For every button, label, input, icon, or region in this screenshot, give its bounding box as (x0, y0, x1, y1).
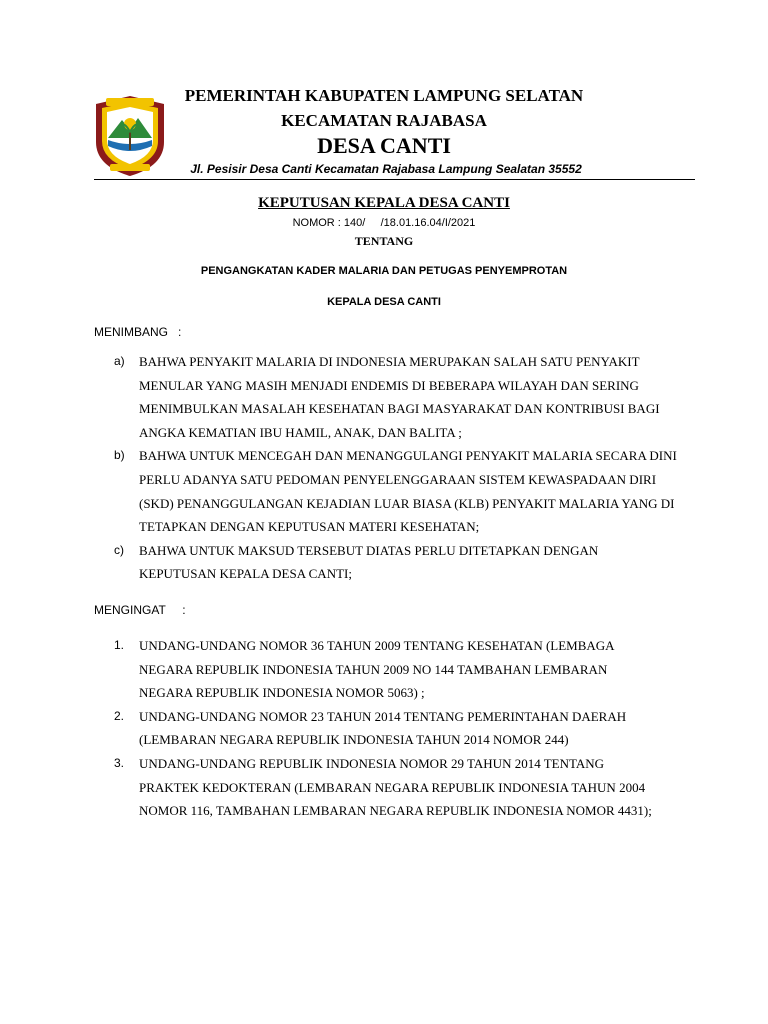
letterhead-divider (94, 179, 695, 180)
item-line: BAHWA PENYAKIT MALARIA DI INDONESIA MERUPAKAN SALAH SATU PENYAKIT (139, 354, 640, 369)
item-line: PRAKTEK KEDOKTERAN (LEMBARAN NEGARA REPUBLIK INDONESIA TAHUN 2004 (139, 779, 646, 795)
item-line: KEPUTUSAN KEPALA DESA CANTI; (139, 566, 352, 582)
list-item (94, 350, 694, 444)
item-line: ANGKA KEMATIAN IBU HAMIL, ANAK, DAN BALITA ; (139, 424, 462, 440)
item-marker: c) (114, 542, 124, 557)
menimbang-label: MENIMBANG : (94, 325, 182, 339)
decree-issuer: KEPALA DESA CANTI (327, 296, 441, 308)
item-line: MENIMBULKAN MASALAH KESEHATAN BAGI MASYARAKAT DAN KONTRIBUSI BAGI (139, 401, 660, 417)
mengingat-list (94, 634, 694, 823)
decree-about-label: TENTANG (354, 234, 414, 248)
item-line: NEGARA REPUBLIK INDONESIA NOMOR 5063) ; (139, 685, 425, 701)
list-item (94, 539, 694, 586)
list-item (94, 444, 694, 538)
district-heading: KECAMATAN RAJABASA (281, 111, 487, 130)
item-line: NEGARA REPUBLIK INDONESIA TAHUN 2009 NO 144 TAMBAHAN LEMBARAN (139, 661, 608, 677)
decree-number: NOMOR : 140/ /18.01.16.04/I/2021 (292, 217, 476, 229)
item-line: PERLU ADANYA SATU PEDOMAN PENYELENGGARAAN SISTEM KEWASPADAAN DIRI (139, 471, 657, 487)
village-heading: DESA CANTI (317, 133, 451, 158)
item-line: NOMOR 116, TAMBAHAN LEMBARAN NEGARA REPUBLIK INDONESIA NOMOR 4431); (139, 803, 652, 819)
decree-subject: PENGANGKATAN KADER MALARIA DAN PETUGAS PENYEMPROTAN (200, 265, 568, 277)
office-address: Jl. Pesisir Desa Canti Kecamatan Rajabasa Lampung Sealatan 35552 (190, 162, 582, 176)
item-marker: 2. (114, 708, 125, 723)
item-line: (SKD) PENANGGULANGAN KEJADIAN LUAR BIASA (KLB) PENYAKIT MALARIA YANG DI (139, 495, 675, 511)
item-marker: b) (114, 448, 125, 463)
item-line: UNDANG-UNDANG REPUBLIK INDONESIA NOMOR 29 TAHUN 2014 TENTANG (139, 755, 605, 771)
item-line: MENULAR YANG MASIH MENJADI ENDEMIS DI BEBERAPA WILAYAH DAN SERING (139, 377, 639, 393)
decree-title: KEPUTUSAN KEPALA DESA CANTI (258, 195, 510, 211)
item-line: (LEMBARAN NEGARA REPUBLIK INDONESIA TAHUN 2014 NOMOR 244) (139, 732, 569, 748)
item-line: UNDANG-UNDANG NOMOR 23 TAHUN 2014 TENTANG PEMERINTAHAN DAERAH (139, 708, 627, 724)
mengingat-label: MENGINGAT : (94, 603, 186, 617)
item-marker: a) (114, 354, 125, 368)
list-item (94, 634, 694, 705)
item-line: BAHWA UNTUK MAKSUD TERSEBUT DIATAS PERLU DITETAPKAN DENGAN (139, 542, 599, 558)
list-item (94, 752, 694, 823)
item-marker: 3. (114, 755, 125, 770)
menimbang-list (94, 350, 694, 586)
list-item (94, 705, 694, 752)
item-line: UNDANG-UNDANG NOMOR 36 TAHUN 2009 TENTANG KESEHATAN (LEMBAGA (139, 638, 615, 653)
item-line: BAHWA UNTUK MENCEGAH DAN MENANGGULANGI PENYAKIT MALARIA SECARA DINI (139, 448, 677, 464)
item-line: TETAPKAN DENGAN KEPUTUSAN MATERI KESEHATAN; (139, 519, 480, 535)
item-marker: 1. (114, 638, 125, 652)
government-heading: PEMERINTAH KABUPATEN LAMPUNG SELATAN (184, 86, 584, 105)
